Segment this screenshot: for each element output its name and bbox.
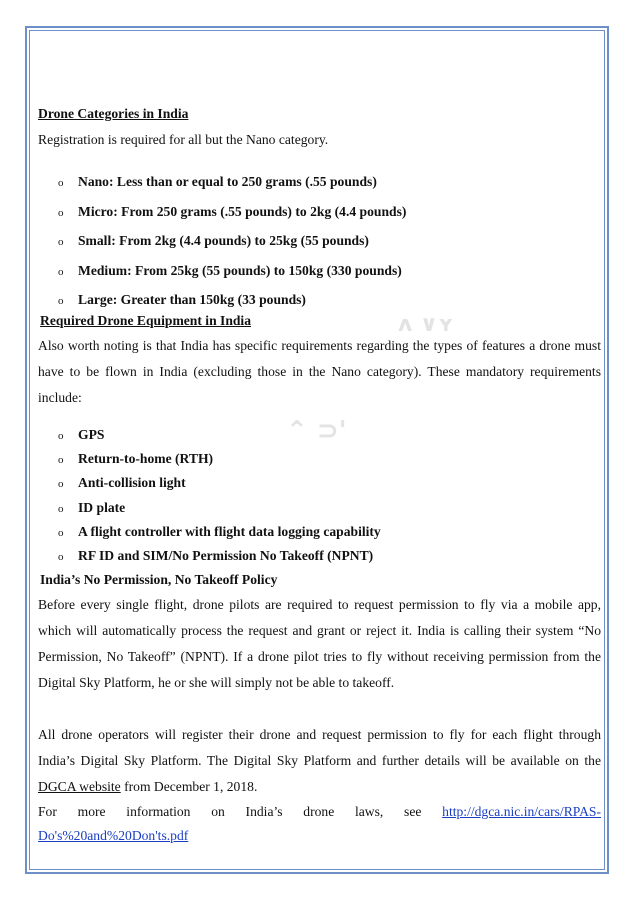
bullet-icon: o	[58, 550, 64, 563]
bullet-icon: o	[58, 526, 64, 539]
list-item	[38, 498, 601, 522]
list-item	[38, 473, 601, 497]
list-item	[38, 172, 601, 202]
bullet-icon: o	[58, 478, 64, 491]
list-item	[38, 290, 601, 311]
heading-npnt-policy: India’s No Permission, No Takeoff Policy	[40, 571, 278, 587]
list-item-text: Return-to-home (RTH)	[78, 451, 214, 467]
bullet-icon: o	[58, 206, 64, 219]
dgca-website-link[interactable]: DGCA website	[38, 778, 121, 794]
watermark-1: ʌ ∨ʏ	[398, 312, 454, 337]
list-item	[38, 231, 601, 261]
document-body	[38, 104, 601, 848]
digital-sky-text-end: from December 1, 2018.	[120, 778, 258, 794]
categories-intro: Registration is required for all but the Nano category.	[38, 132, 329, 147]
list-item-text: Micro: From 250 grams (.55 pounds) to 2kg (4.4 pounds)	[78, 203, 407, 219]
list-item	[38, 449, 601, 473]
list-item-text: Nano: Less than or equal to 250 grams (.55 pounds)	[78, 174, 377, 189]
list-item-text: A flight controller with flight data logging capability	[78, 523, 381, 539]
list-item-text: Small: From 2kg (4.4 pounds) to 25kg (55 pounds)	[78, 233, 369, 248]
dgca-pdf-link[interactable]: http://dgca.nic.in/cars/RPAS-Do's%20and%20Don'ts.pdf	[38, 803, 601, 843]
list-item-text: Anti-collision light	[78, 475, 186, 491]
equipment-intro: Also worth noting is that India has specific requirements regarding the types of features a drone must have to be flown in India (excluding those in the Nano category). These mandatory requirements include:	[38, 338, 601, 405]
heading-required-equipment: Required Drone Equipment in India	[40, 313, 252, 328]
digital-sky-paragraph	[38, 722, 601, 800]
list-item	[38, 202, 601, 232]
bullet-icon: o	[58, 502, 64, 515]
npnt-paragraph: Before every single flight, drone pilots are required to request permission to fly via a mobile app, which will automatically process the request and grant or reject it. India is calling their system “No Permission, No Takeoff” (NPNT). If a drone pilot tries to fly without receiving permission from the Digital Sky Platform, he or she will simply not be able to takeoff.	[38, 596, 601, 690]
bullet-icon: o	[58, 295, 64, 307]
bullet-icon: o	[58, 177, 64, 189]
list-item	[38, 425, 601, 449]
bullet-icon: o	[58, 454, 64, 467]
bullet-icon: o	[58, 430, 64, 442]
list-item-text: Large: Greater than 150kg (33 pounds)	[78, 292, 306, 307]
bullet-icon: o	[58, 265, 64, 278]
category-list	[38, 172, 601, 311]
list-item-text: RF ID and SIM/No Permission No Takeoff (NPNT)	[78, 547, 374, 563]
digital-sky-text: All drone operators will register their drone and request permission to fly for each flight through India’s Digital Sky Platform. The Digital Sky Platform and further details will be available on the	[38, 726, 601, 768]
more-info-text: For more information on India’s drone laws, see	[38, 803, 443, 819]
bullet-icon: o	[58, 236, 64, 248]
watermark-2: ⌃ ⊃'	[286, 416, 347, 446]
list-item	[38, 522, 601, 546]
heading-drone-categories: Drone Categories in India	[38, 106, 189, 121]
list-item-text: ID plate	[78, 499, 126, 515]
list-item	[38, 546, 601, 568]
more-info-paragraph	[38, 800, 601, 848]
list-item	[38, 261, 601, 291]
list-item-text: GPS	[78, 427, 105, 442]
list-item-text: Medium: From 25kg (55 pounds) to 150kg (330 pounds)	[78, 262, 402, 278]
equipment-list	[38, 425, 601, 568]
